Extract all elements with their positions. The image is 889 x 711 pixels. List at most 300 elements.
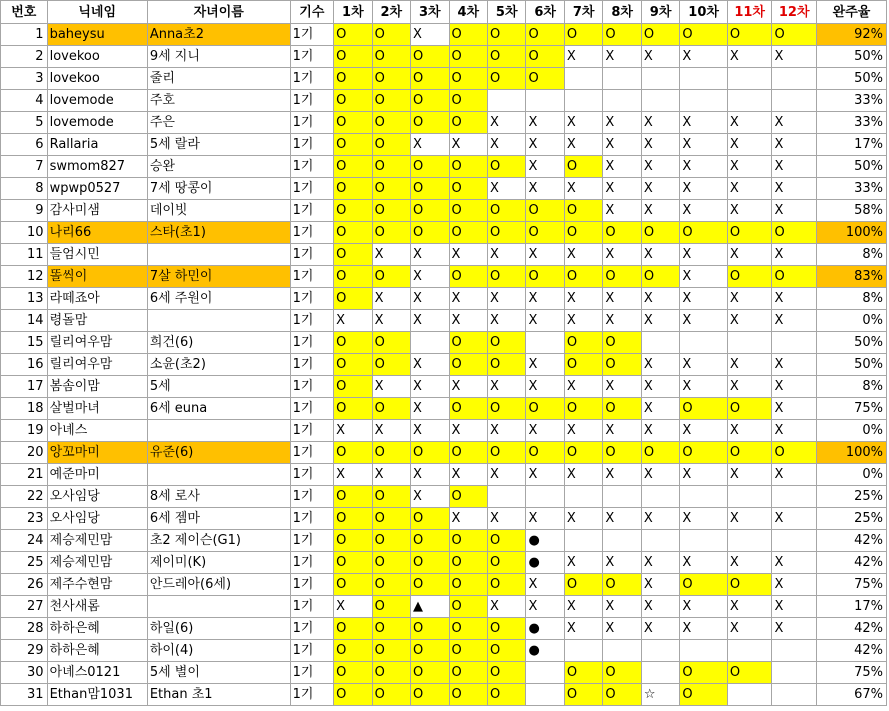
session-mark-cell[interactable]: O — [487, 332, 525, 354]
session-mark-cell[interactable]: O — [603, 442, 641, 464]
session-mark-cell[interactable]: ● — [526, 530, 564, 552]
row-number-cell[interactable]: 15 — [1, 332, 48, 354]
session-mark-cell[interactable]: O — [411, 442, 449, 464]
row-number-cell[interactable]: 6 — [1, 134, 48, 156]
completion-rate-cell[interactable]: 8% — [817, 288, 887, 310]
completion-rate-cell[interactable]: 17% — [817, 596, 887, 618]
session-mark-cell[interactable]: O — [334, 398, 372, 420]
session-mark-cell[interactable]: X — [603, 244, 641, 266]
session-mark-cell[interactable]: O — [449, 640, 487, 662]
session-mark-cell[interactable]: X — [772, 398, 817, 420]
session-mark-cell[interactable]: O — [372, 24, 410, 46]
column-header[interactable]: 완주율 — [817, 1, 887, 24]
session-mark-cell[interactable]: O — [334, 684, 372, 706]
column-header[interactable]: 5차 — [487, 1, 525, 24]
nickname-cell[interactable]: 릴리여우맘 — [47, 332, 147, 354]
child-name-cell[interactable]: Ethan 초1 — [147, 684, 290, 706]
completion-rate-cell[interactable]: 8% — [817, 376, 887, 398]
session-mark-cell[interactable]: O — [411, 552, 449, 574]
session-mark-cell[interactable]: X — [449, 420, 487, 442]
session-mark-cell[interactable]: X — [603, 464, 641, 486]
generation-cell[interactable]: 1기 — [290, 684, 334, 706]
session-mark-cell[interactable] — [680, 530, 728, 552]
session-mark-cell[interactable]: O — [772, 442, 817, 464]
session-mark-cell[interactable]: O — [334, 442, 372, 464]
session-mark-cell[interactable]: X — [772, 552, 817, 574]
session-mark-cell[interactable] — [641, 68, 679, 90]
session-mark-cell[interactable]: O — [564, 266, 602, 288]
session-mark-cell[interactable]: O — [772, 24, 817, 46]
completion-rate-cell[interactable]: 92% — [817, 24, 887, 46]
session-mark-cell[interactable]: X — [772, 596, 817, 618]
session-mark-cell[interactable]: X — [603, 46, 641, 68]
child-name-cell[interactable]: 소윤(초2) — [147, 354, 290, 376]
session-mark-cell[interactable]: X — [603, 420, 641, 442]
session-mark-cell[interactable] — [680, 68, 728, 90]
session-mark-cell[interactable]: X — [641, 574, 679, 596]
nickname-cell[interactable]: 들엄시민 — [47, 244, 147, 266]
session-mark-cell[interactable]: O — [526, 222, 564, 244]
session-mark-cell[interactable] — [680, 90, 728, 112]
session-mark-cell[interactable]: O — [487, 442, 525, 464]
generation-cell[interactable]: 1기 — [290, 530, 334, 552]
session-mark-cell[interactable]: X — [334, 420, 372, 442]
session-mark-cell[interactable]: O — [449, 574, 487, 596]
generation-cell[interactable]: 1기 — [290, 486, 334, 508]
child-name-cell[interactable]: 8세 로사 — [147, 486, 290, 508]
session-mark-cell[interactable]: O — [564, 442, 602, 464]
session-mark-cell[interactable]: ● — [526, 618, 564, 640]
session-mark-cell[interactable]: X — [372, 420, 410, 442]
nickname-cell[interactable]: Rallaria — [47, 134, 147, 156]
nickname-cell[interactable]: 오사임당 — [47, 486, 147, 508]
session-mark-cell[interactable]: O — [372, 68, 410, 90]
session-mark-cell[interactable] — [641, 90, 679, 112]
session-mark-cell[interactable]: X — [411, 134, 449, 156]
session-mark-cell[interactable]: O — [680, 442, 728, 464]
session-mark-cell[interactable] — [641, 486, 679, 508]
child-name-cell[interactable]: 희건(6) — [147, 332, 290, 354]
generation-cell[interactable]: 1기 — [290, 112, 334, 134]
session-mark-cell[interactable]: O — [334, 376, 372, 398]
generation-cell[interactable]: 1기 — [290, 618, 334, 640]
child-name-cell[interactable]: 5세 랄라 — [147, 134, 290, 156]
session-mark-cell[interactable]: O — [526, 24, 564, 46]
session-mark-cell[interactable]: X — [641, 596, 679, 618]
session-mark-cell[interactable]: X — [564, 420, 602, 442]
generation-cell[interactable]: 1기 — [290, 288, 334, 310]
child-name-cell[interactable]: 7세 땅콩이 — [147, 178, 290, 200]
child-name-cell[interactable]: 7살 하민이 — [147, 266, 290, 288]
session-mark-cell[interactable]: X — [727, 354, 772, 376]
column-header[interactable]: 10차 — [680, 1, 728, 24]
completion-rate-cell[interactable]: 83% — [817, 266, 887, 288]
session-mark-cell[interactable]: X — [772, 178, 817, 200]
session-mark-cell[interactable]: O — [449, 112, 487, 134]
session-mark-cell[interactable]: O — [449, 354, 487, 376]
session-mark-cell[interactable]: X — [487, 464, 525, 486]
session-mark-cell[interactable] — [411, 332, 449, 354]
session-mark-cell[interactable]: X — [411, 376, 449, 398]
session-mark-cell[interactable]: O — [334, 222, 372, 244]
session-mark-cell[interactable]: O — [411, 68, 449, 90]
generation-cell[interactable]: 1기 — [290, 508, 334, 530]
session-mark-cell[interactable]: X — [727, 508, 772, 530]
session-mark-cell[interactable]: O — [564, 354, 602, 376]
completion-rate-cell[interactable]: 25% — [817, 508, 887, 530]
session-mark-cell[interactable]: X — [449, 244, 487, 266]
session-mark-cell[interactable]: O — [603, 222, 641, 244]
session-mark-cell[interactable]: O — [411, 574, 449, 596]
session-mark-cell[interactable]: O — [727, 662, 772, 684]
session-mark-cell[interactable]: X — [772, 288, 817, 310]
session-mark-cell[interactable]: O — [372, 618, 410, 640]
session-mark-cell[interactable]: X — [772, 354, 817, 376]
session-mark-cell[interactable] — [487, 486, 525, 508]
session-mark-cell[interactable]: O — [334, 662, 372, 684]
session-mark-cell[interactable]: X — [487, 310, 525, 332]
session-mark-cell[interactable]: X — [487, 596, 525, 618]
generation-cell[interactable]: 1기 — [290, 68, 334, 90]
session-mark-cell[interactable]: X — [727, 178, 772, 200]
session-mark-cell[interactable]: X — [526, 112, 564, 134]
nickname-cell[interactable]: 아녜스 — [47, 420, 147, 442]
session-mark-cell[interactable]: O — [334, 354, 372, 376]
session-mark-cell[interactable] — [772, 68, 817, 90]
session-mark-cell[interactable]: X — [564, 46, 602, 68]
nickname-cell[interactable]: baheysu — [47, 24, 147, 46]
session-mark-cell[interactable]: O — [487, 530, 525, 552]
session-mark-cell[interactable] — [772, 684, 817, 706]
session-mark-cell[interactable]: O — [603, 662, 641, 684]
session-mark-cell[interactable]: X — [727, 46, 772, 68]
session-mark-cell[interactable]: X — [641, 398, 679, 420]
session-mark-cell[interactable] — [727, 684, 772, 706]
session-mark-cell[interactable]: X — [449, 134, 487, 156]
session-mark-cell[interactable]: X — [526, 464, 564, 486]
session-mark-cell[interactable]: O — [564, 222, 602, 244]
session-mark-cell[interactable]: X — [641, 376, 679, 398]
session-mark-cell[interactable]: O — [372, 134, 410, 156]
session-mark-cell[interactable]: O — [487, 200, 525, 222]
generation-cell[interactable]: 1기 — [290, 200, 334, 222]
session-mark-cell[interactable]: O — [372, 574, 410, 596]
session-mark-cell[interactable]: X — [772, 244, 817, 266]
row-number-cell[interactable]: 17 — [1, 376, 48, 398]
session-mark-cell[interactable]: X — [727, 420, 772, 442]
session-mark-cell[interactable]: O — [526, 266, 564, 288]
session-mark-cell[interactable] — [727, 640, 772, 662]
child-name-cell[interactable]: 데이빗 — [147, 200, 290, 222]
session-mark-cell[interactable]: X — [487, 376, 525, 398]
session-mark-cell[interactable]: X — [603, 618, 641, 640]
session-mark-cell[interactable]: X — [603, 288, 641, 310]
session-mark-cell[interactable] — [564, 90, 602, 112]
session-mark-cell[interactable]: O — [372, 156, 410, 178]
nickname-cell[interactable]: 오사임당 — [47, 508, 147, 530]
session-mark-cell[interactable]: X — [641, 420, 679, 442]
session-mark-cell[interactable]: X — [680, 112, 728, 134]
session-mark-cell[interactable]: X — [680, 552, 728, 574]
session-mark-cell[interactable]: O — [449, 530, 487, 552]
row-number-cell[interactable]: 5 — [1, 112, 48, 134]
session-mark-cell[interactable]: O — [487, 266, 525, 288]
session-mark-cell[interactable]: O — [334, 574, 372, 596]
row-number-cell[interactable]: 10 — [1, 222, 48, 244]
session-mark-cell[interactable]: O — [449, 442, 487, 464]
session-mark-cell[interactable]: X — [727, 596, 772, 618]
session-mark-cell[interactable]: O — [334, 288, 372, 310]
session-mark-cell[interactable]: O — [334, 200, 372, 222]
session-mark-cell[interactable]: O — [449, 46, 487, 68]
session-mark-cell[interactable]: X — [641, 288, 679, 310]
session-mark-cell[interactable]: O — [449, 200, 487, 222]
session-mark-cell[interactable]: X — [564, 618, 602, 640]
session-mark-cell[interactable]: O — [526, 398, 564, 420]
child-name-cell[interactable]: 6세 주원이 — [147, 288, 290, 310]
session-mark-cell[interactable]: X — [680, 420, 728, 442]
session-mark-cell[interactable]: X — [641, 46, 679, 68]
row-number-cell[interactable]: 11 — [1, 244, 48, 266]
child-name-cell[interactable]: 5세 별이 — [147, 662, 290, 684]
session-mark-cell[interactable]: O — [487, 222, 525, 244]
completion-rate-cell[interactable]: 75% — [817, 662, 887, 684]
session-mark-cell[interactable]: X — [334, 596, 372, 618]
column-header[interactable]: 3차 — [411, 1, 449, 24]
session-mark-cell[interactable]: O — [334, 508, 372, 530]
session-mark-cell[interactable] — [727, 530, 772, 552]
column-header[interactable]: 2차 — [372, 1, 410, 24]
session-mark-cell[interactable]: X — [564, 134, 602, 156]
session-mark-cell[interactable] — [772, 530, 817, 552]
session-mark-cell[interactable]: X — [727, 244, 772, 266]
child-name-cell[interactable] — [147, 420, 290, 442]
column-header[interactable]: 자녀이름 — [147, 1, 290, 24]
session-mark-cell[interactable]: O — [411, 46, 449, 68]
session-mark-cell[interactable]: O — [372, 200, 410, 222]
session-mark-cell[interactable]: O — [603, 684, 641, 706]
session-mark-cell[interactable]: O — [564, 684, 602, 706]
column-header[interactable]: 번호 — [1, 1, 48, 24]
session-mark-cell[interactable]: X — [680, 200, 728, 222]
nickname-cell[interactable]: Ethan맘1031 — [47, 684, 147, 706]
completion-rate-cell[interactable]: 58% — [817, 200, 887, 222]
session-mark-cell[interactable] — [772, 640, 817, 662]
session-mark-cell[interactable]: X — [526, 354, 564, 376]
generation-cell[interactable]: 1기 — [290, 266, 334, 288]
session-mark-cell[interactable]: O — [603, 354, 641, 376]
session-mark-cell[interactable]: X — [603, 200, 641, 222]
session-mark-cell[interactable] — [772, 486, 817, 508]
child-name-cell[interactable]: 줄리 — [147, 68, 290, 90]
session-mark-cell[interactable]: X — [372, 244, 410, 266]
session-mark-cell[interactable]: O — [487, 398, 525, 420]
session-mark-cell[interactable]: X — [526, 156, 564, 178]
completion-rate-cell[interactable]: 33% — [817, 112, 887, 134]
column-header[interactable]: 닉네임 — [47, 1, 147, 24]
row-number-cell[interactable]: 3 — [1, 68, 48, 90]
session-mark-cell[interactable] — [564, 68, 602, 90]
session-mark-cell[interactable]: O — [449, 24, 487, 46]
session-mark-cell[interactable]: O — [449, 90, 487, 112]
session-mark-cell[interactable]: O — [449, 552, 487, 574]
session-mark-cell[interactable]: O — [334, 90, 372, 112]
completion-rate-cell[interactable]: 50% — [817, 156, 887, 178]
nickname-cell[interactable]: 아녜스0121 — [47, 662, 147, 684]
session-mark-cell[interactable]: O — [411, 90, 449, 112]
session-mark-cell[interactable]: O — [449, 662, 487, 684]
session-mark-cell[interactable]: O — [334, 552, 372, 574]
row-number-cell[interactable]: 8 — [1, 178, 48, 200]
nickname-cell[interactable]: 똘씩이 — [47, 266, 147, 288]
session-mark-cell[interactable]: O — [372, 222, 410, 244]
child-name-cell[interactable] — [147, 244, 290, 266]
session-mark-cell[interactable]: X — [680, 310, 728, 332]
session-mark-cell[interactable]: O — [603, 332, 641, 354]
session-mark-cell[interactable]: O — [372, 552, 410, 574]
session-mark-cell[interactable]: X — [603, 552, 641, 574]
nickname-cell[interactable]: 릴리여우맘 — [47, 354, 147, 376]
session-mark-cell[interactable]: O — [372, 266, 410, 288]
session-mark-cell[interactable]: X — [680, 244, 728, 266]
session-mark-cell[interactable]: X — [526, 508, 564, 530]
session-mark-cell[interactable]: O — [449, 178, 487, 200]
session-mark-cell[interactable] — [526, 90, 564, 112]
child-name-cell[interactable]: 6세 euna — [147, 398, 290, 420]
session-mark-cell[interactable]: X — [641, 618, 679, 640]
session-mark-cell[interactable]: X — [487, 134, 525, 156]
session-mark-cell[interactable]: X — [680, 46, 728, 68]
nickname-cell[interactable]: 천사새롬 — [47, 596, 147, 618]
generation-cell[interactable]: 1기 — [290, 90, 334, 112]
session-mark-cell[interactable]: X — [411, 244, 449, 266]
session-mark-cell[interactable]: X — [727, 156, 772, 178]
session-mark-cell[interactable]: ● — [526, 552, 564, 574]
session-mark-cell[interactable]: O — [411, 684, 449, 706]
session-mark-cell[interactable]: ▲ — [411, 596, 449, 618]
session-mark-cell[interactable]: O — [727, 222, 772, 244]
session-mark-cell[interactable]: O — [372, 332, 410, 354]
session-mark-cell[interactable]: O — [334, 46, 372, 68]
session-mark-cell[interactable]: O — [487, 640, 525, 662]
completion-rate-cell[interactable]: 75% — [817, 398, 887, 420]
row-number-cell[interactable]: 31 — [1, 684, 48, 706]
session-mark-cell[interactable]: X — [680, 618, 728, 640]
session-mark-cell[interactable]: O — [564, 332, 602, 354]
session-mark-cell[interactable]: X — [680, 156, 728, 178]
completion-rate-cell[interactable]: 100% — [817, 442, 887, 464]
session-mark-cell[interactable]: X — [772, 376, 817, 398]
session-mark-cell[interactable]: O — [727, 24, 772, 46]
session-mark-cell[interactable] — [564, 530, 602, 552]
session-mark-cell[interactable] — [603, 530, 641, 552]
session-mark-cell[interactable]: X — [641, 354, 679, 376]
session-mark-cell[interactable]: X — [680, 134, 728, 156]
session-mark-cell[interactable]: X — [727, 112, 772, 134]
session-mark-cell[interactable] — [564, 640, 602, 662]
session-mark-cell[interactable]: O — [727, 398, 772, 420]
nickname-cell[interactable]: 예준마미 — [47, 464, 147, 486]
nickname-cell[interactable]: 제주수현맘 — [47, 574, 147, 596]
generation-cell[interactable]: 1기 — [290, 596, 334, 618]
session-mark-cell[interactable]: O — [449, 156, 487, 178]
session-mark-cell[interactable]: X — [487, 508, 525, 530]
session-mark-cell[interactable]: X — [603, 112, 641, 134]
generation-cell[interactable]: 1기 — [290, 354, 334, 376]
session-mark-cell[interactable]: X — [372, 376, 410, 398]
session-mark-cell[interactable]: O — [372, 90, 410, 112]
nickname-cell[interactable]: 령돌맘 — [47, 310, 147, 332]
session-mark-cell[interactable]: X — [487, 178, 525, 200]
session-mark-cell[interactable]: X — [564, 112, 602, 134]
generation-cell[interactable]: 1기 — [290, 640, 334, 662]
generation-cell[interactable]: 1기 — [290, 420, 334, 442]
row-number-cell[interactable]: 16 — [1, 354, 48, 376]
session-mark-cell[interactable]: X — [772, 574, 817, 596]
session-mark-cell[interactable]: O — [680, 222, 728, 244]
row-number-cell[interactable]: 20 — [1, 442, 48, 464]
session-mark-cell[interactable]: O — [564, 200, 602, 222]
session-mark-cell[interactable]: O — [564, 398, 602, 420]
generation-cell[interactable]: 1기 — [290, 332, 334, 354]
session-mark-cell[interactable] — [641, 640, 679, 662]
child-name-cell[interactable]: 주은 — [147, 112, 290, 134]
row-number-cell[interactable]: 26 — [1, 574, 48, 596]
completion-rate-cell[interactable]: 42% — [817, 552, 887, 574]
row-number-cell[interactable]: 21 — [1, 464, 48, 486]
session-mark-cell[interactable] — [727, 68, 772, 90]
nickname-cell[interactable]: 라떼죠아 — [47, 288, 147, 310]
session-mark-cell[interactable]: X — [772, 420, 817, 442]
generation-cell[interactable]: 1기 — [290, 552, 334, 574]
column-header[interactable]: 8차 — [603, 1, 641, 24]
session-mark-cell[interactable]: X — [564, 244, 602, 266]
session-mark-cell[interactable] — [603, 90, 641, 112]
session-mark-cell[interactable]: X — [772, 464, 817, 486]
session-mark-cell[interactable]: X — [411, 486, 449, 508]
row-number-cell[interactable]: 28 — [1, 618, 48, 640]
completion-rate-cell[interactable]: 75% — [817, 574, 887, 596]
row-number-cell[interactable]: 18 — [1, 398, 48, 420]
completion-rate-cell[interactable]: 0% — [817, 310, 887, 332]
column-header[interactable]: 7차 — [564, 1, 602, 24]
completion-rate-cell[interactable]: 100% — [817, 222, 887, 244]
session-mark-cell[interactable]: O — [334, 618, 372, 640]
generation-cell[interactable]: 1기 — [290, 398, 334, 420]
session-mark-cell[interactable]: X — [526, 420, 564, 442]
session-mark-cell[interactable]: X — [526, 376, 564, 398]
completion-rate-cell[interactable]: 50% — [817, 332, 887, 354]
session-mark-cell[interactable]: X — [641, 244, 679, 266]
nickname-cell[interactable]: 살벌마녀 — [47, 398, 147, 420]
row-number-cell[interactable]: 29 — [1, 640, 48, 662]
completion-rate-cell[interactable]: 50% — [817, 354, 887, 376]
session-mark-cell[interactable] — [526, 486, 564, 508]
nickname-cell[interactable]: wpwp0527 — [47, 178, 147, 200]
session-mark-cell[interactable]: O — [680, 574, 728, 596]
completion-rate-cell[interactable]: 50% — [817, 68, 887, 90]
session-mark-cell[interactable]: O — [372, 112, 410, 134]
session-mark-cell[interactable]: X — [487, 288, 525, 310]
completion-rate-cell[interactable]: 42% — [817, 640, 887, 662]
session-mark-cell[interactable]: X — [641, 178, 679, 200]
generation-cell[interactable]: 1기 — [290, 222, 334, 244]
nickname-cell[interactable]: lovekoo — [47, 46, 147, 68]
session-mark-cell[interactable]: X — [526, 288, 564, 310]
session-mark-cell[interactable]: X — [564, 178, 602, 200]
session-mark-cell[interactable]: O — [411, 530, 449, 552]
session-mark-cell[interactable]: O — [641, 24, 679, 46]
